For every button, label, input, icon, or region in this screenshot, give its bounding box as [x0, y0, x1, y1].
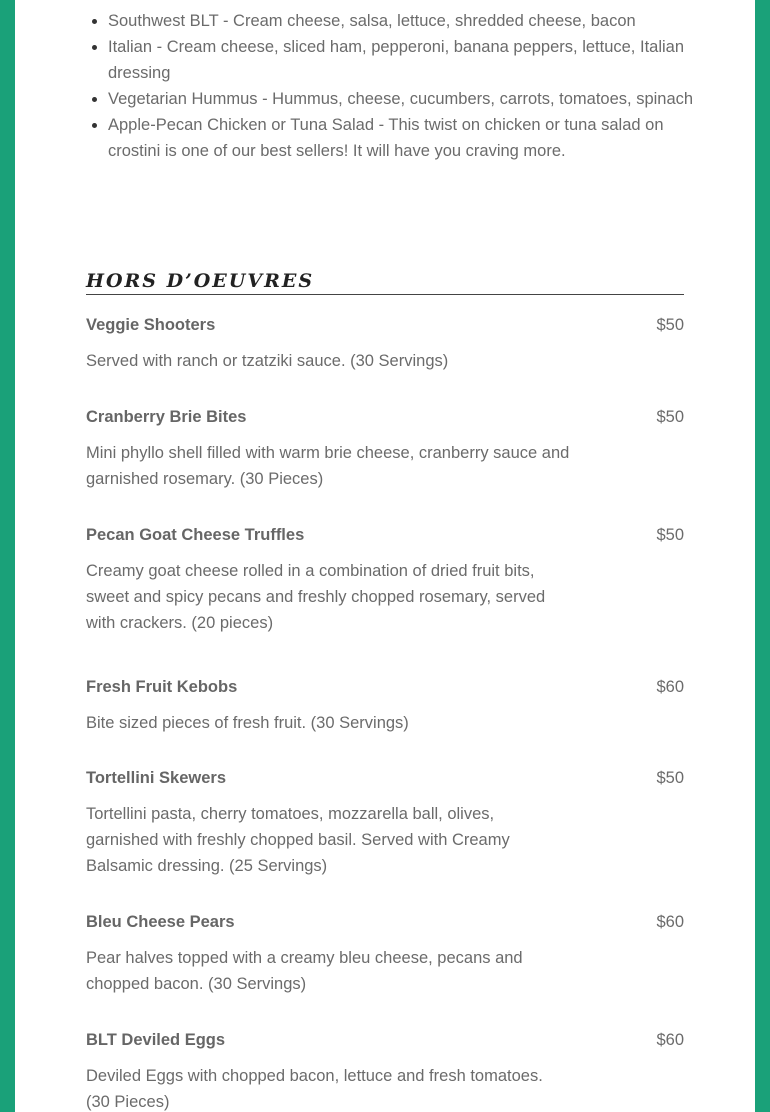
item-price: $50 [656, 316, 684, 334]
item-description: Tortellini pasta, cherry tomatoes, mozzarella ball, olives, garnished with freshly chopped basil. Served with Creamy Balsamic dressing. (25 Servings) [86, 805, 510, 875]
item-name: Tortellini Skewers [86, 769, 226, 787]
item-price: $50 [656, 408, 684, 426]
item-price: $60 [656, 678, 684, 696]
item-description: Bite sized pieces of fresh fruit. (30 Servings) [86, 714, 409, 732]
item-name: Cranberry Brie Bites [86, 408, 247, 426]
list-item: • Southwest BLT - Cream cheese, salsa, lettuce, shredded cheese, bacon [108, 8, 708, 34]
item-name: Bleu Cheese Pears [86, 913, 235, 931]
list-item: • Apple-Pecan Chicken or Tuna Salad - This twist on chicken or tuna salad on crostini is one of our best sellers! It will have you craving more. [108, 112, 708, 164]
item-description: Creamy goat cheese rolled in a combination of dried fruit bits, sweet and spicy pecans and freshly chopped rosemary, served with crackers. (20 pieces) [86, 562, 546, 632]
item-name: Veggie Shooters [86, 316, 216, 334]
item-price: $60 [656, 913, 684, 931]
item-price: $60 [656, 1031, 684, 1049]
item-description: Served with ranch or tzatziki sauce. (30 Servings) [86, 352, 449, 370]
item-name: BLT Deviled Eggs [86, 1031, 226, 1049]
item-price: $50 [656, 526, 684, 544]
item-description: Pear halves topped with a creamy bleu cheese, pecans and chopped bacon. (30 Servings) [86, 949, 523, 993]
item-name: Pecan Goat Cheese Truffles [86, 526, 305, 544]
list-item: • Vegetarian Hummus - Hummus, cheese, cucumbers, carrots, tomatoes, spinach [108, 86, 708, 112]
item-name: Fresh Fruit Kebobs [86, 678, 238, 696]
item-description: Deviled Eggs with chopped bacon, lettuce and fresh tomatoes. (30 Pieces) [86, 1067, 543, 1111]
menu-page [15, 0, 755, 1112]
list-item: • Italian - Cream cheese, sliced ham, pepperoni, banana peppers, lettuce, Italian dressing [108, 34, 708, 86]
item-price: $50 [656, 769, 684, 787]
section-title: HORS D’OEUVRES [86, 270, 684, 295]
item-description: Mini phyllo shell filled with warm brie cheese, cranberry sauce and garnished rosemary. (30 Pieces) [86, 444, 570, 488]
sandwich-list [86, 8, 708, 164]
